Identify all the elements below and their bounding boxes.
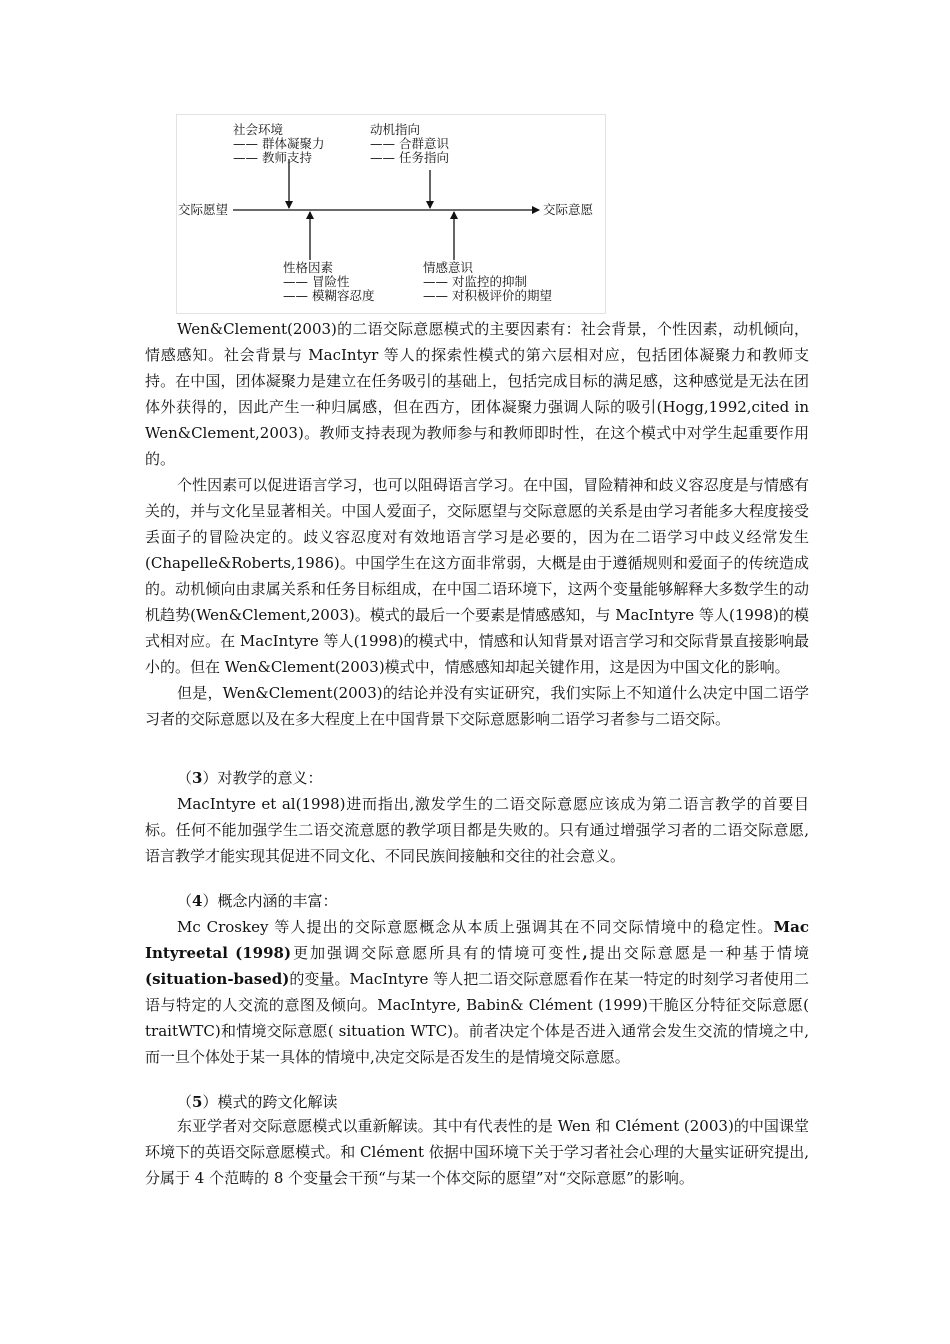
- heading-3-open: （: [177, 769, 193, 787]
- paragraph-3: 但是，Wen&Clement(2003)的结论并没有实证研究，我们实际上不知道什么决定中国二语学习者的交际意愿以及在多大程度上在中国背景下交际意愿影响二语学习者参与二语交际。: [145, 684, 809, 728]
- paragraph-6: 东亚学者对交际意愿模式以重新解读。其中有代表性的是 Wen 和 Clément (2003)的中国课堂环境下的英语交际意愿模式。和 Clément 依据中国环境下关于学习者社会心理的大量实证研究提出,分属于 4 个范畴的 8 个变量会干预“与某一个体交际的愿望”对“交际意愿”的影响。: [145, 1117, 809, 1187]
- p5-bold-b: Mac Intyreetal (1998): [145, 918, 809, 962]
- label-social-env: 社会环境: [233, 122, 284, 137]
- paragraph-4: MacIntyre et al(1998)进而指出,激发学生的二语交际意愿应该成为第二语言教学的首要目标。任何不能加强学生二语交流意愿的教学项目都是失败的。只有通过增强学习者的二语交际意愿,语言教学才能实现其促进不同文化、不同民族间接触和交往的社会意义。: [145, 795, 809, 865]
- p5-part-a: Mc Croskey 等人提出的交际意愿概念从本质上强调其在不同交际情境中的稳定性。: [177, 918, 774, 936]
- label-inhibition: —— 对监控的抑制: [423, 274, 527, 289]
- label-cohesion: —— 群体凝聚力: [233, 136, 325, 151]
- heading-5: [177, 1089, 337, 1115]
- heading-3: [177, 765, 322, 791]
- label-wtc: 交际意愿: [543, 202, 594, 217]
- paragraph-2: 个性因素可以促进语言学习，也可以阻碍语言学习。在中国，冒险精神和歧义容忍度是与情感有关的，并与文化呈显著相关。中国人爱面子，交际愿望与交际意愿的关系是由学习者能多大程度接受丢面子的冒险决定的。歧义容忍度对有效地语言学习是必要的，因为在二语学习中歧义经常发生(Chapelle&Roberts,1986)。中国学生在这方面非常弱，大概是由于遵循规则和爱面子的传统造成的。动机倾向由隶属关系和任务目标组成，在中国二语环境下，这两个变量能够解释大多数学生的动机趋势(Wen&Clement,2003)。模式的最后一个要素是情感感知，与 MacIntyre 等人(1998)的模式相对应。在 MacIntyre 等人(1998)的模式中，情感和认知背景对语言学习和交际背景直接影响最小的。但在 Wen&Clement(2003)模式中，情感感知却起关键作用，这是因为中国文化的影响。: [145, 476, 809, 676]
- paragraph-1: Wen&Clement(2003)的二语交际意愿模式的主要因素有：社会背景，个性因素，动机倾向，情感感知。社会背景与 MacIntyr 等人的探索性模式的第六层相对应，包括团体凝聚力和教师支持。在中国，团体凝聚力是建立在任务吸引的基础上，包括完成目标的满足感，这种感觉是无法在团体外获得的，因此产生一种归属感，但在西方，团体凝聚力强调人际的吸引(Hogg,1992,cited in Wen&Clement,2003)。教师支持表现为教师参与和教师即时性，在这个模式中对学生起重要作用的。: [145, 320, 809, 468]
- label-ambiguity: —— 模糊容忍度: [283, 288, 375, 303]
- label-task: —— 任务指向: [370, 150, 449, 165]
- label-personality: 性格因素: [283, 260, 334, 275]
- label-affiliation: —— 合群意识: [370, 136, 449, 151]
- heading-5-text: ）模式的跨文化解读: [202, 1093, 338, 1111]
- paragraph-5: [145, 914, 809, 1070]
- label-desire: 交际愿望: [178, 202, 229, 217]
- label-motivation: 动机指向: [370, 122, 421, 137]
- text-block-4: [145, 1113, 809, 1191]
- heading-4: [177, 888, 337, 914]
- heading-5-open: （: [177, 1093, 193, 1111]
- heading-4-open: （: [177, 892, 193, 910]
- wtc-model-figure: [176, 114, 606, 314]
- text-block-1: [145, 316, 809, 732]
- label-teacher-support: —— 教师支持: [233, 150, 312, 165]
- p5-part-e: 提出交际意愿是一种基于情境: [587, 944, 809, 962]
- heading-3-number: 3: [192, 769, 203, 787]
- text-block-2: [145, 791, 809, 869]
- label-affect: 情感意识: [423, 260, 474, 275]
- p5-bold-f: (situation-based): [145, 970, 290, 988]
- p5-bold-d: ,: [582, 944, 588, 962]
- p5-part-g: 的变量。MacIntyre 等人把二语交际意愿看作在某一特定的时刻学习者使用二语与特定的人交流的意图及倾向。MacIntyre, Babin& Clément (1999)干脆区分特征交际意愿( traitWTC)和情境交际意愿( situation WTC)。前者决定个体是否进入通常会发生交流的情境之中,而一旦个体处于某一具体的情境中,决定交际是否发生的是情境交际意愿。: [145, 970, 809, 1066]
- text-block-3: [145, 914, 809, 1070]
- label-risk: —— 冒险性: [283, 274, 350, 289]
- heading-3-text: ）对教学的意义：: [202, 769, 323, 787]
- heading-4-number: 4: [192, 892, 203, 910]
- heading-5-number: 5: [192, 1093, 203, 1111]
- heading-4-text: ）概念内涵的丰富：: [202, 892, 338, 910]
- p5-part-c: 更加强调交际意愿所具有的情境可变性: [291, 944, 583, 962]
- label-expectation: —— 对积极评价的期望: [423, 288, 552, 303]
